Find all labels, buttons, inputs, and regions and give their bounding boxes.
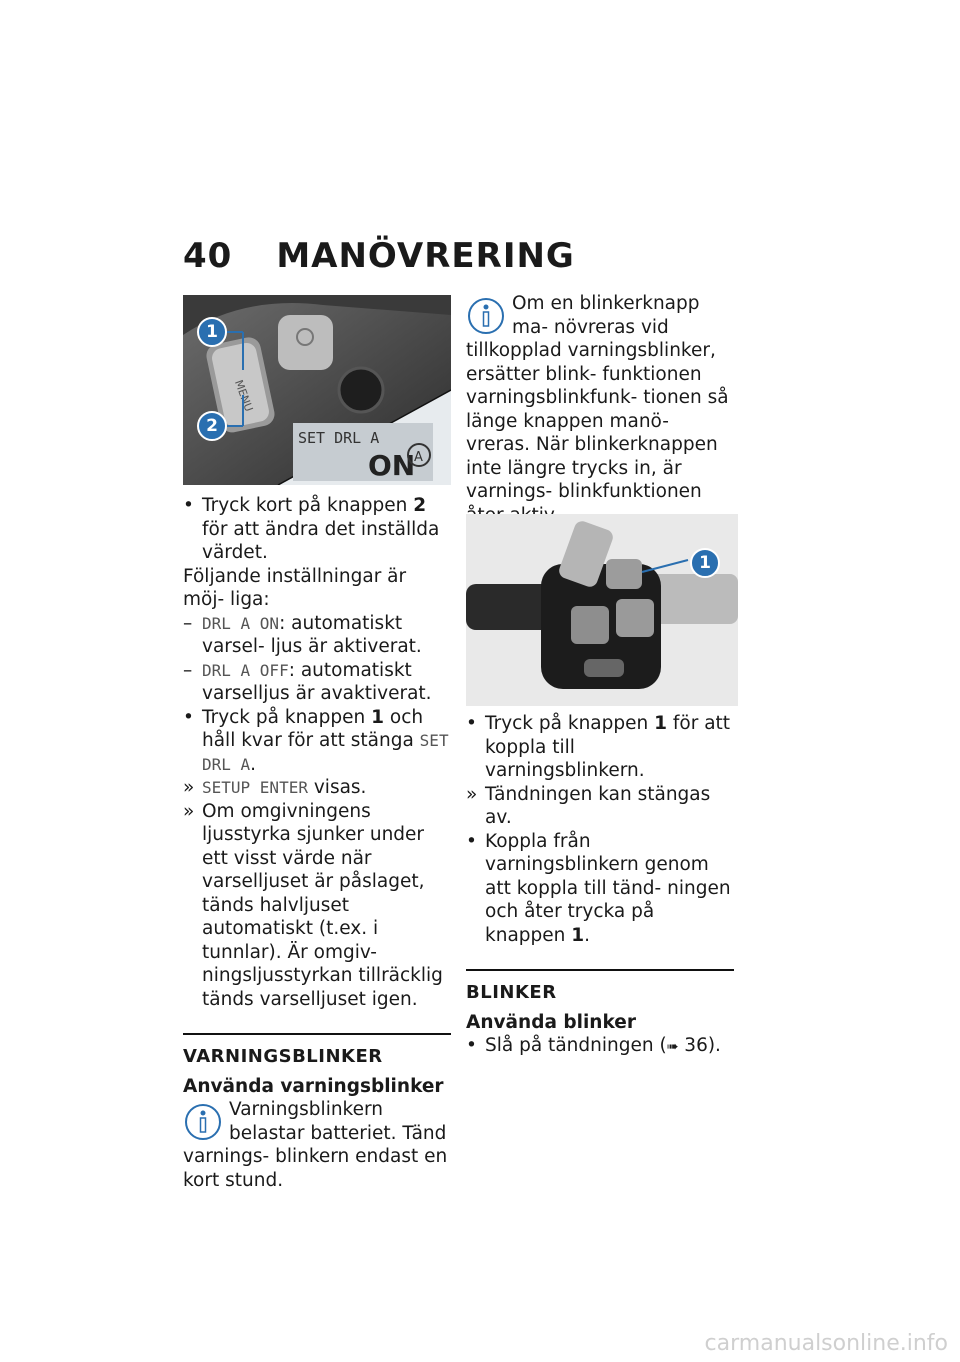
paragraph: Följande inställningar är möj- liga: [183,565,407,610]
list-item: » SETUP ENTER visas. [183,777,367,798]
dash-icon: – [183,659,193,681]
info-note: Varningsblinkern belastar batteriet. Tänd varnings- blinkern endast en kort stund. [183,1099,448,1191]
list-item: • Tryck på knappen 1 för att koppla till varningsblinkern. [466,713,731,781]
page-header [183,236,575,276]
callout-2: 2 [197,411,227,441]
display-symbol: A [414,450,423,465]
menu-button-photo [183,295,451,485]
subheading: Använda blinker [466,1011,636,1033]
result-icon: » [183,777,195,798]
display-line1: SET DRL A [298,429,380,447]
section-heading: BLINKER [466,969,734,1005]
bullet-icon: • [183,495,194,516]
left-column [183,494,451,1192]
info-icon [466,296,506,336]
bullet-icon: • [183,706,194,728]
list-item: • Slå på tändningen (➠ 36). [466,1034,734,1060]
page-reference[interactable]: 36 [684,1035,708,1056]
handlebar-illustration [466,514,738,706]
list-item: » Tändningen kan stängas av. [466,783,711,828]
display-line2: ON [368,449,416,482]
bullet-icon: • [466,1035,477,1056]
list-item: • Koppla från varningsblinkern genom att koppla till tänd- ningen och åter trycka på knappen 1. [466,830,731,946]
list-item: » Om omgivningens ljusstyrka sjunker under ett visst värde när varselljuset är påslaget, tänds halvljuset automatiskt (t.ex. i tunnlar). Är omgiv- ningsljusstyrkan tillräcklig tänds varselljuset igen. [183,800,443,1010]
page-number: 40 [183,236,233,276]
bullet-icon: • [466,713,477,734]
list-item: – DRL A ON: automatiskt varsel- ljus är aktiverat. [183,612,422,657]
list-item: • Tryck på knappen 1 och håll kvar för att stänga SET DRL A. [183,706,449,775]
callout-1: 1 [690,548,720,578]
page-title: MANÖVRERING [276,236,575,276]
result-icon: » [183,800,195,822]
list-item: – DRL A OFF: automatiskt varselljus är avaktiverat. [183,659,432,704]
info-icon [183,1102,223,1142]
watermark[interactable]: carmanualsonline.info [704,1331,948,1356]
callout-1: 1 [197,317,227,347]
info-note: Om en blinkerknapp ma- növreras vid tillkopplad varningsblinker, ersätter blink- funktionen varningsblinkfunk- tionen så länge knappen manö- vreras. När blinkerknappen inte längre trycks in, är varnings- blinkfunktionen [466,293,729,502]
arrow-icon: ➠ [666,1039,679,1055]
subheading: Använda varningsblinker [183,1075,444,1097]
right-column-lower [466,712,734,1060]
handlebar-switch-photo [466,514,738,706]
dash-icon: – [183,612,193,634]
section-heading: VARNINGSBLINKER [183,1033,451,1069]
bullet-icon: • [466,830,477,852]
list-item: • Tryck kort på knappen 2 för att ändra det inställda värdet. [183,495,440,563]
result-icon: » [466,783,478,805]
